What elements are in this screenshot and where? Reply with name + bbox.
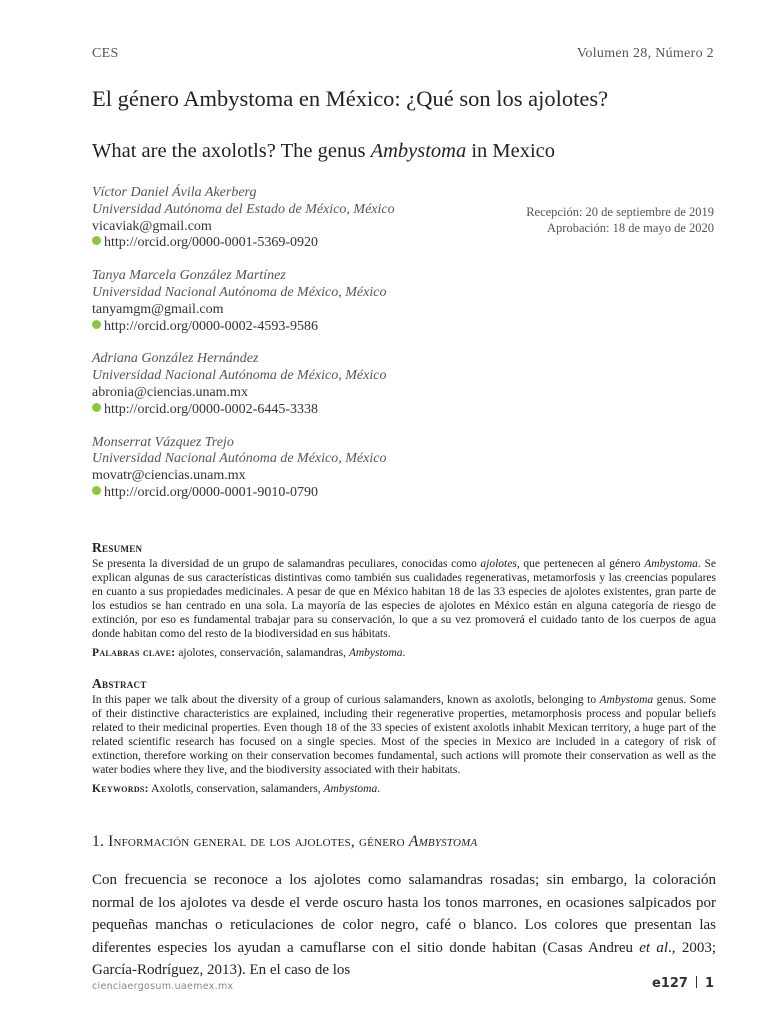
keywords bbox=[92, 782, 716, 796]
author-name: Víctor Daniel Ávila Akerberg bbox=[92, 185, 257, 200]
resumen-heading: Resumen bbox=[92, 540, 143, 555]
author-email[interactable]: vicaviak@gmail.com bbox=[92, 218, 212, 234]
author-name: Adriana González Hernández bbox=[92, 351, 259, 367]
orcid-url[interactable]: http://orcid.org/0000-0001-5369-0920 bbox=[104, 235, 318, 251]
orcid-icon bbox=[92, 403, 101, 412]
author-email[interactable]: abronia@ciencias.unam.mx bbox=[92, 384, 248, 400]
author-name: Monserrat Vázquez Trejo bbox=[92, 434, 234, 450]
author-list bbox=[92, 185, 452, 518]
intro-part: ., 2003; García-Rodríguez, 2013). En el caso de los bbox=[92, 939, 716, 978]
article-title-spanish: El género Ambystoma en México: ¿Qué son los ajolotes? bbox=[92, 86, 609, 111]
orcid-url[interactable]: http://orcid.org/0000-0002-6445-3338 bbox=[104, 401, 318, 417]
author-block bbox=[92, 351, 452, 418]
abstract-italic: Ambystoma bbox=[599, 694, 654, 706]
author-block bbox=[92, 435, 452, 502]
footer-page bbox=[652, 976, 714, 991]
author-email[interactable]: tanyamgm@gmail.com bbox=[92, 301, 224, 317]
intro-part: Con frecuencia se reconoce a los ajolotes como salamandras rosadas; sin embargo, la coloración normal de los ajolotes va desde el verde oscuro hasta los tonos marrones, en ocasiones salpicados por pequeñas manchas o reticulaciones de color negro, café o blanco. Los colores que presentan las diferentes especies los ayudan a camuflarse con el sitio donde habitan (Casas Andreu bbox=[92, 872, 716, 956]
resumen-text bbox=[92, 557, 716, 642]
author-email[interactable]: movatr@ciencias.unam.mx bbox=[92, 468, 246, 484]
intro-italic: et al bbox=[639, 939, 669, 956]
abstract-part: In this paper we talk about the diversity of a group of curious salamanders, known as axolotls, belonging to bbox=[92, 694, 600, 706]
palabras-clave-italic: Ambystoma bbox=[348, 646, 403, 659]
resumen-italic: ajolotes bbox=[480, 558, 517, 570]
author-institution: Universidad Nacional Autónoma de México, México bbox=[92, 284, 387, 300]
title-en-part: in Mexico bbox=[466, 140, 556, 162]
abstract-part: genus. Some of their distinctive characteristics are explained, including their regenerative properties, metamorphosis process and popular beliefs related to their medicinal properties. Even though 18 of the 33 species of existent axolotls inhabit Mexican territory, a huge part of the related scientific research has focused on a single species. Most of the species in Mexico are included in a category of risk of extinction, therefore working on their conservation becomes fundamental, such actions will promote their conservation as well as the water bodies where they live, and the biodiversity associated with their habitats. bbox=[92, 694, 716, 777]
resumen-part: . Se explican algunas de sus características distintivas como también sus cualidades regenerativas, metamorfosis y las creencias populares en cuanto a sus propiedades medicinales. A pesar de que en México habitan 18 de las 33 especies de ajolotes existentes, gran parte de los estudios se han centrado en una sola. La mayoría de las especies de ajolotes en México están en alguna categoría de riesgo de extinción, por eso es fundamental trabajar para su conservación, lo que a su vez promoverá el cuidado tanto de los cuerpos de agua donde habitan como del resto de la biodiversidad en sus hábitats. bbox=[92, 558, 716, 641]
section-1-italic: Ambystoma bbox=[408, 833, 478, 850]
author-institution: Universidad Nacional Autónoma de México, México bbox=[92, 451, 387, 467]
author-orcid-link[interactable] bbox=[92, 319, 452, 336]
author-orcid-link[interactable] bbox=[92, 485, 452, 502]
footer-site[interactable]: cienciaergosum.uaemex.mx bbox=[92, 981, 234, 992]
resumen-italic: Ambystoma bbox=[644, 558, 698, 570]
keywords-end: . bbox=[377, 782, 381, 795]
article-id: e127 bbox=[652, 976, 688, 991]
resumen-part: Se presenta la diversidad de un grupo de salamandras peculiares, conocidas como bbox=[92, 558, 481, 570]
orcid-url[interactable]: http://orcid.org/0000-0002-4593-9586 bbox=[104, 318, 318, 334]
approved-date: Aprobación: 18 de mayo de 2020 bbox=[547, 220, 714, 235]
orcid-icon bbox=[92, 236, 101, 245]
keywords-text: Axolotls, conservation, salamanders, bbox=[148, 782, 324, 795]
author-institution: Universidad Nacional Autónoma de México, México bbox=[92, 368, 387, 384]
author-block bbox=[92, 185, 452, 252]
author-block bbox=[92, 268, 452, 335]
author-orcid-link[interactable] bbox=[92, 402, 452, 419]
footer-divider bbox=[696, 976, 697, 988]
intro-paragraph bbox=[92, 869, 716, 982]
resumen-section bbox=[92, 540, 716, 660]
orcid-url[interactable]: http://orcid.org/0000-0001-9010-0790 bbox=[104, 484, 318, 500]
journal-name: CES bbox=[92, 46, 119, 61]
section-1-title: 1. Información general de los ajolotes, género bbox=[92, 833, 409, 850]
palabras-clave-text: ajolotes, conservación, salamandras, bbox=[175, 646, 349, 659]
page-number: 1 bbox=[704, 976, 714, 991]
keywords-label: Keywords: bbox=[92, 782, 149, 795]
abstract-text bbox=[92, 693, 716, 778]
volume-number: Volumen 28, Número 2 bbox=[576, 46, 714, 61]
keywords-italic: Ambystoma bbox=[323, 782, 378, 795]
resumen-part: , que pertenecen al género bbox=[516, 558, 645, 570]
article-title-english bbox=[92, 140, 555, 163]
received-date: Recepción: 20 de septiembre de 2019 bbox=[526, 205, 714, 219]
palabras-clave-label: Palabras clave: bbox=[92, 646, 176, 659]
palabras-clave bbox=[92, 646, 716, 660]
author-institution: Universidad Autónoma del Estado de México, México bbox=[92, 201, 395, 217]
section-1-heading bbox=[92, 833, 477, 851]
orcid-icon bbox=[92, 486, 101, 495]
abstract-section bbox=[92, 676, 716, 796]
author-name: Tanya Marcela González Martínez bbox=[92, 268, 286, 284]
palabras-clave-end: . bbox=[402, 646, 406, 659]
orcid-icon bbox=[92, 320, 101, 329]
author-orcid-link[interactable] bbox=[92, 235, 452, 252]
dates-block bbox=[526, 205, 714, 236]
abstract-heading: Abstract bbox=[92, 676, 147, 691]
title-en-italic: Ambystoma bbox=[370, 140, 467, 162]
title-en-part: What are the axolotls? The genus bbox=[92, 140, 371, 162]
